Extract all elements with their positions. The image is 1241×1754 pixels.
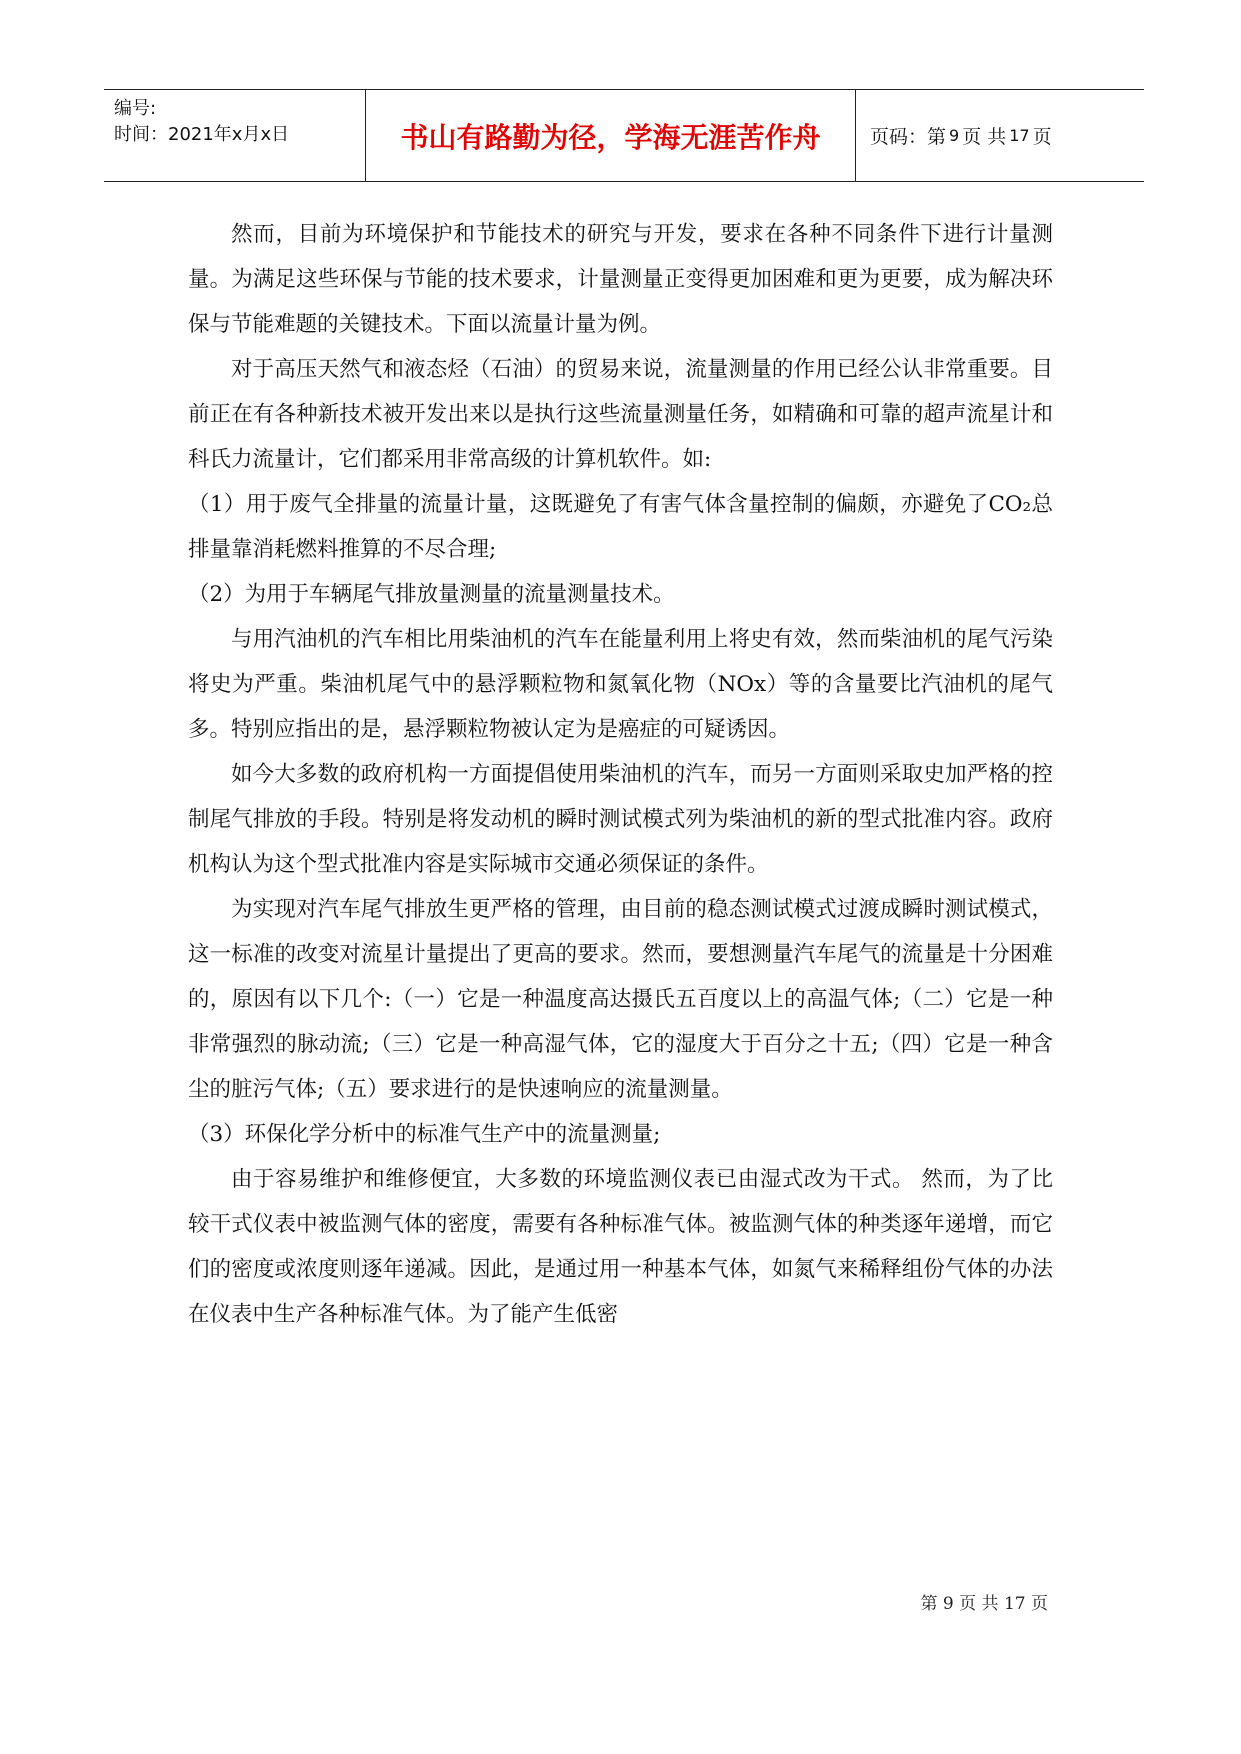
header-meta-cell (104, 90, 366, 181)
paragraph: 为实现对汽车尾气排放生更严格的管理，由目前的稳态测试模式过渡成瞬时测试模式，这一标准的改变对流星计量提出了更高的要求。然而，要想测量汽车尾气的流量是十分困难的，原因有以下几个:（一）它是一种温度高达摄氏五百度以上的高温气体;（二）它是一种非常强烈的脉动流;（三）它是一种高湿气体，它的湿度大于百分之十五;（四）它是一种含尘的脏污气体;（五）要求进行的是快速响应的流量测量。 (188, 897, 1053, 1102)
paragraph: 然而，目前为环境保护和节能技术的研究与开发，要求在各种不同条件下进行计量测量。为满足这些环保与节能的技术要求，计量测量正变得更加困难和更为更要，成为解决环保与节能难题的关键技术。下面以流量计量为例。 (188, 222, 1053, 337)
paragraph: 由于容易维护和维修便宜，大多数的环境监测仪表已由湿式改为干式。 然而，为了比较干式仪表中被监测气体的密度，需要有各种标准气体。被监测气体的种类逐年递增，而它们的密度或浓度则逐年递减。因此，是通过用一种基本气体，如氮气来稀释组份气体的办法在仪表中生产各种标准气体。为了能产生低密 (188, 1167, 1053, 1327)
page-footer: 第 9 页 共 17 页 (920, 1594, 1048, 1614)
document-time-label: 时间：2021年x月x日 (114, 124, 290, 145)
paragraph: 对于高压天然气和液态烃（石油）的贸易来说，流量测量的作用已经公认非常重要。目前正在有各种新技术被开发出来以是执行这些流量测量任务，如精确和可靠的超声流星计和科氏力流量计，它们都采用非常高级的计算机软件。如: (188, 357, 1053, 472)
header-page-info (856, 90, 1144, 181)
list-item-paragraph: （3）环保化学分析中的标准气生产中的流量测量; (188, 1122, 661, 1147)
document-body (188, 212, 1053, 1337)
document-number-label: 编号: (114, 98, 157, 119)
page-suffix: 页 (1032, 126, 1052, 148)
paragraph: 如今大多数的政府机构一方面提倡使用柴油机的汽车，而另一方面则采取史加严格的控制尾气排放的手段。特别是将发动机的瞬时测试模式列为柴油机的新的型式批准内容。政府机构认为这个型式批准内容是实际城市交通必须保证的条件。 (188, 762, 1053, 877)
page-current: 9 (949, 126, 960, 145)
page-prefix: 页码：第 (870, 126, 947, 148)
paragraph: 与用汽油机的汽车相比用柴油机的汽车在能量利用上将史有效，然而柴油机的尾气污染将史为严重。柴油机尾气中的悬浮颗粒物和氮氧化物（NOx）等的含量要比汽油机的尾气多。特别应指出的是，悬浮颗粒物被认定为是癌症的可疑诱因。 (188, 627, 1053, 742)
page-mid: 页 共 (962, 126, 1007, 148)
page-total: 17 (1009, 126, 1030, 145)
header-motto: 书山有路勤为径，学海无涯苦作舟 (366, 90, 856, 181)
list-item-paragraph: （1）用于废气全排量的流量计量，这既避免了有害气体含量控制的偏颇，亦避免了CO₂总排量靠消耗燃料推算的不尽合理; (188, 492, 1053, 562)
page-header (104, 89, 1144, 182)
list-item-paragraph: （2）为用于车辆尾气排放量测量的流量测量技术。 (188, 582, 675, 607)
